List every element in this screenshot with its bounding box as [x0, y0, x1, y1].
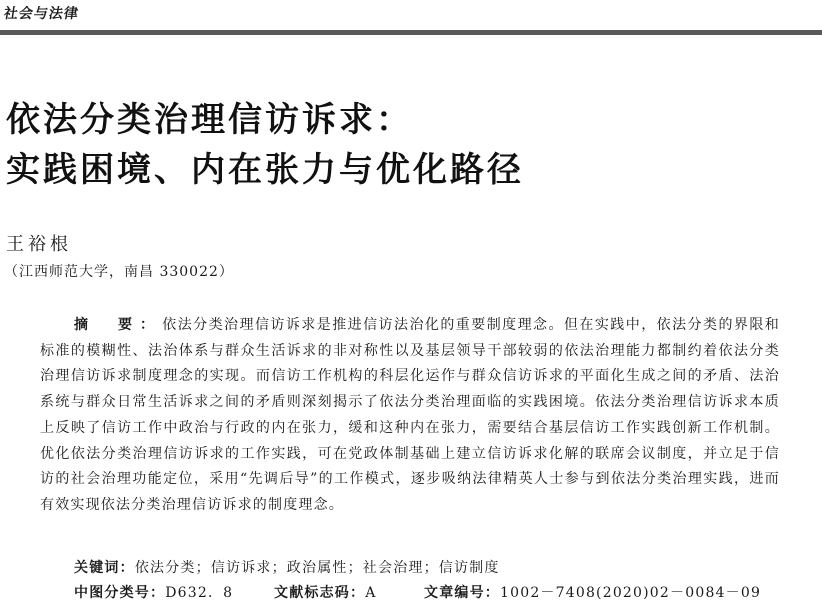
article-number-label: 文章编号： — [424, 585, 500, 601]
clc-code — [74, 582, 274, 602]
document-code — [274, 582, 424, 602]
article-number — [424, 582, 761, 602]
section-header: 社会与法律 — [2, 6, 80, 22]
document-code-label: 文献标志码： — [274, 585, 366, 601]
clc-label: 中图分类号： — [74, 585, 166, 601]
article-title — [6, 95, 524, 195]
header-rule — [0, 30, 822, 35]
abstract-text: 依法分类治理信访诉求是推进信访法治化的重要制度理念。但在实践中，依法分类的界限和标准的模糊性、法治体系与群众生活诉求的非对称性以及基层领导干部较弱的依法治理能力都制约着依法分类治理信访诉求制度理念的实现。而信访工作机构的科层化运作与群众信访诉求的平面化生成之间的矛盾、法治系统与群众日常生活诉求之间的矛盾则深刻揭示了依法分类治理面临的实践困境。依法分类治理信访诉求本质上反映了信访工作中政治与行政的内在张力，缓和这种内在张力，需要结合基层信访工作实践创新工作机制。优化依法分类治理信访诉求的工作实践，可在党政体制基础上建立信访诉求化解的联席会议制度，并立足于信访的社会治理功能定位，采用“先调后导”的工作模式，逐步吸纳法律精英人士参与到依法分类治理实践，进而有效实现依法分类治理信访诉求的制度理念。 — [40, 317, 780, 513]
keywords-text: 依法分类；信访诉求；政治属性；社会治理；信访制度 — [134, 560, 500, 576]
abstract — [40, 313, 780, 519]
abstract-label: 摘 要： — [74, 317, 162, 333]
author-name: 王裕根 — [6, 234, 72, 255]
classification-line — [74, 582, 761, 602]
author-affiliation: （江西师范大学，南昌 330022） — [4, 264, 234, 280]
keywords — [74, 557, 500, 577]
document-code-value: A — [365, 585, 377, 601]
title-line-2: 实践困境、内在张力与优化路径 — [6, 150, 524, 190]
article-number-value: 1002－7408(2020)02－0084－09 — [500, 585, 762, 601]
title-line-1: 依法分类治理信访诉求： — [6, 100, 413, 140]
clc-value: D632．8 — [165, 585, 234, 601]
keywords-label: 关键词： — [74, 560, 135, 576]
